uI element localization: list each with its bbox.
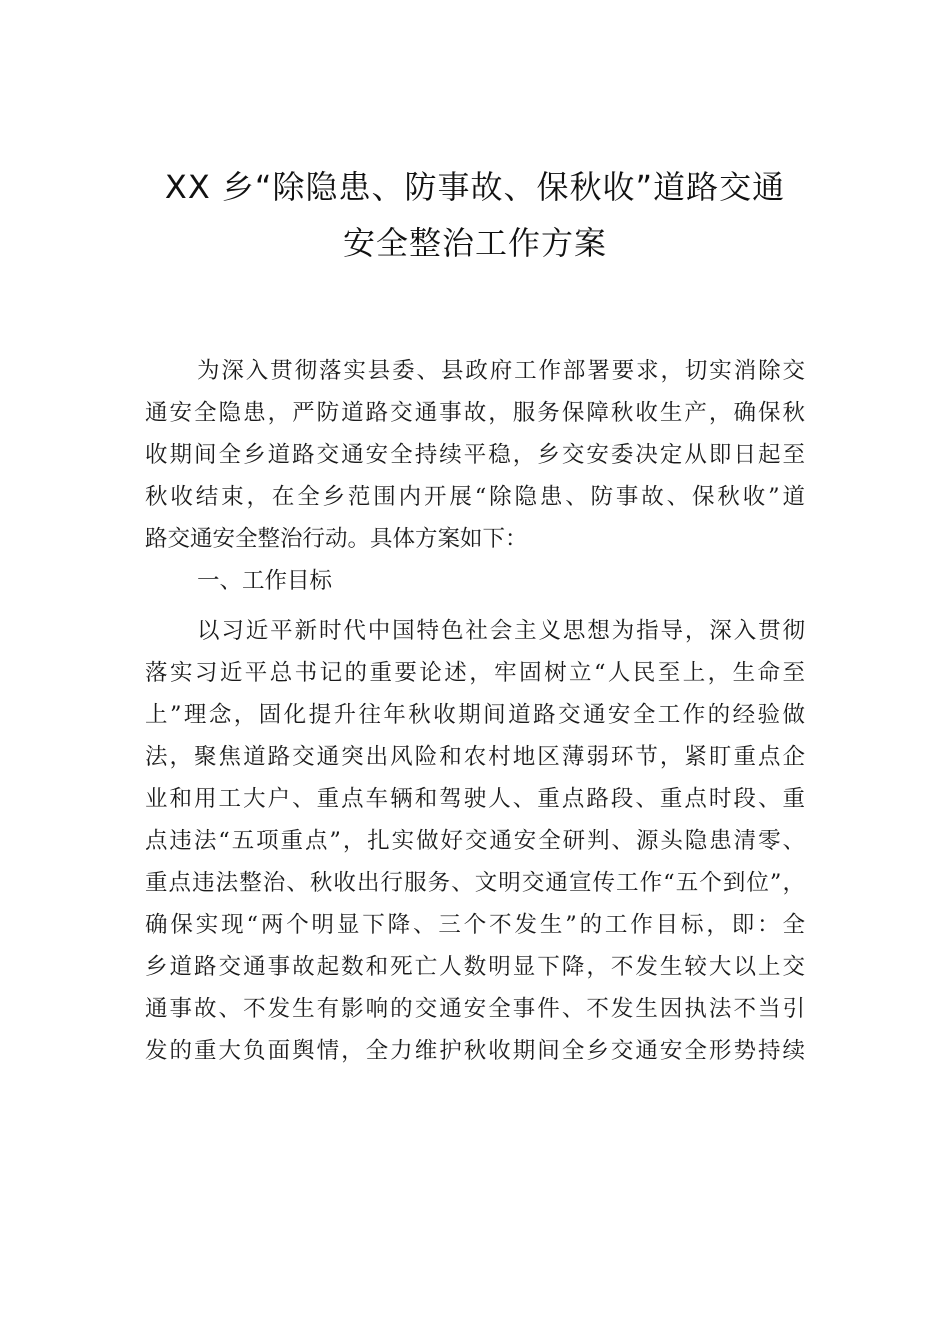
text-line: 秋收结束，在全乡范围内开展“除隐患、防事故、保秋收”道: [145, 484, 805, 510]
text-line: 收期间全乡道路交通安全持续平稳，乡交安委决定从即日起至: [145, 442, 805, 468]
text-line: 上”理念，固化提升往年秋收期间道路交通安全工作的经验做: [145, 702, 805, 728]
section-heading: 一、工作目标: [197, 568, 333, 594]
document-title-line-2: 安全整治工作方案: [342, 224, 607, 262]
text-line: 通事故、不发生有影响的交通安全事件、不发生因执法不当引: [145, 996, 805, 1022]
text-line: 发的重大负面舆情，全力维护秋收期间全乡交通安全形势持续: [145, 1038, 805, 1064]
text-line: 确保实现“两个明显下降、三个不发生”的工作目标，即：全: [145, 912, 805, 938]
text-line: 通安全隐患，严防道路交通事故，服务保障秋收生产，确保秋: [145, 400, 805, 426]
text-line: 落实习近平总书记的重要论述，牢固树立“人民至上，生命至: [145, 660, 805, 686]
text-line: 法，聚焦道路交通突出风险和农村地区薄弱环节，紧盯重点企: [145, 744, 805, 770]
text-line: 乡道路交通事故起数和死亡人数明显下降，不发生较大以上交: [145, 954, 805, 980]
text-line: 以习近平新时代中国特色社会主义思想为指导，深入贯彻: [197, 618, 805, 644]
text-line: 点违法“五项重点”，扎实做好交通安全研判、源头隐患清零、: [145, 828, 805, 854]
text-line: 为深入贯彻落实县委、县政府工作部署要求，切实消除交: [197, 358, 805, 384]
text-line: 业和用工大户、重点车辆和驾驶人、重点路段、重点时段、重: [145, 786, 805, 812]
text-line: 路交通安全整治行动。具体方案如下：: [145, 526, 528, 552]
text-line: 重点违法整治、秋收出行服务、文明交通宣传工作“五个到位”，: [145, 870, 805, 896]
document-title-line-1: XX 乡“除隐患、防事故、保秋收”道路交通: [164, 168, 786, 206]
